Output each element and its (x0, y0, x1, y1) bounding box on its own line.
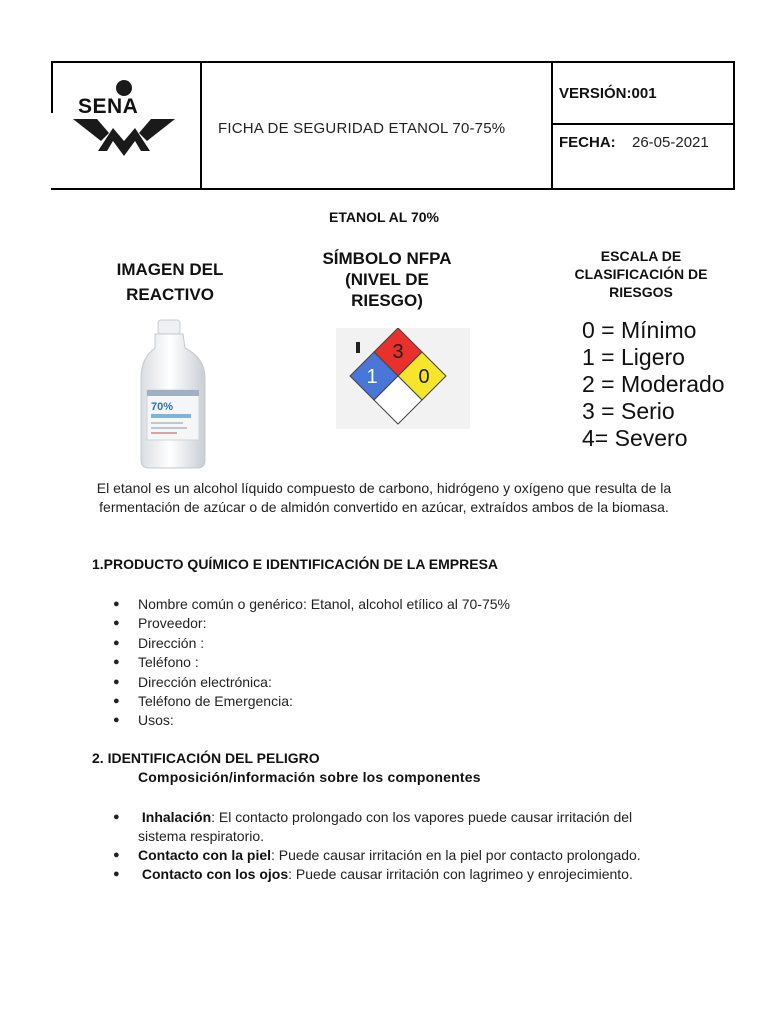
risk-scale (582, 317, 725, 452)
list-item (113, 846, 653, 865)
date-label: FECHA: (559, 134, 616, 151)
section1-title: 1.PRODUCTO QUÍMICO E IDENTIFICACIÓN DE LA EMPRESA (92, 556, 499, 572)
sena-logo (51, 61, 201, 190)
hazard-text: : Puede causar irritación con lagrimeo y enrojecimiento. (288, 866, 633, 882)
nfpa-diamond (336, 328, 470, 429)
hazard-label: Inhalación (141, 809, 212, 825)
list-item: ● Proveedor: (113, 614, 510, 633)
nfpa-heading: SÍMBOLO NFPA (NIVEL DE RIESGO) (322, 249, 452, 310)
nfpa-flammability-value: 3 (392, 341, 404, 363)
hazard-text: : Puede causar irritación en la piel por contacto prolongado. (271, 847, 641, 863)
list-item: ● Dirección : (113, 634, 510, 653)
scale-item: 0 = Mínimo (582, 317, 697, 343)
list-item (113, 865, 653, 884)
nfpa-health-value: 1 (366, 366, 378, 388)
section2-title: 2. IDENTIFICACIÓN DEL PELIGRO (92, 750, 320, 766)
hazard-text: : El contacto prolongado con los vapores puede causar irritación del sistema respiratorio. (138, 809, 633, 844)
nfpa-reactivity-value: 0 (418, 366, 430, 388)
date-value: 26-05-2021 (632, 134, 709, 151)
scale-item: 2 = Moderado (582, 371, 725, 397)
hazard-label: Contacto con la piel (138, 847, 272, 863)
section2-list (113, 808, 653, 884)
version-label: VERSIÓN:001 (559, 85, 657, 102)
list-item (113, 808, 653, 846)
list-item: ● Nombre común o genérico: Etanol, alcohol etílico al 70-75% (113, 595, 510, 614)
scale-heading: ESCALA DE CLASIFICACIÓN DE RIESGOS (574, 248, 708, 300)
scale-item: 1 = Ligero (582, 344, 685, 370)
document-title: FICHA DE SEGURIDAD ETANOL 70-75% (218, 120, 506, 137)
list-item: ● Teléfono de Emergencia: (113, 692, 510, 711)
list-item: ● Dirección electrónica: (113, 673, 510, 692)
bottle-label-text: 70% (151, 401, 174, 413)
scale-item: 4= Severo (582, 425, 688, 451)
section1-list (113, 595, 510, 731)
sena-logo-icon (51, 61, 201, 190)
image-heading: IMAGEN DEL REACTIVO (116, 260, 224, 304)
hazard-label: Contacto con los ojos (141, 866, 289, 882)
reagent-bottle-image (133, 318, 213, 470)
intro-paragraph: El etanol es un alcohol líquido compuesto de carbono, hidrógeno y oxígeno que resulta de la fermentación de azúcar o de almidón convertido en azúcar, extraídos ambos de la biomasa. (96, 480, 672, 515)
scale-item: 3 = Serio (582, 398, 675, 424)
product-subtitle: ETANOL AL 70% (329, 209, 439, 225)
section2-subtitle: Composición/información sobre los componentes (138, 769, 481, 785)
list-item: ● Teléfono : (113, 653, 510, 672)
logo-text: SENA (78, 95, 139, 118)
list-item: ● Usos: (113, 711, 510, 730)
